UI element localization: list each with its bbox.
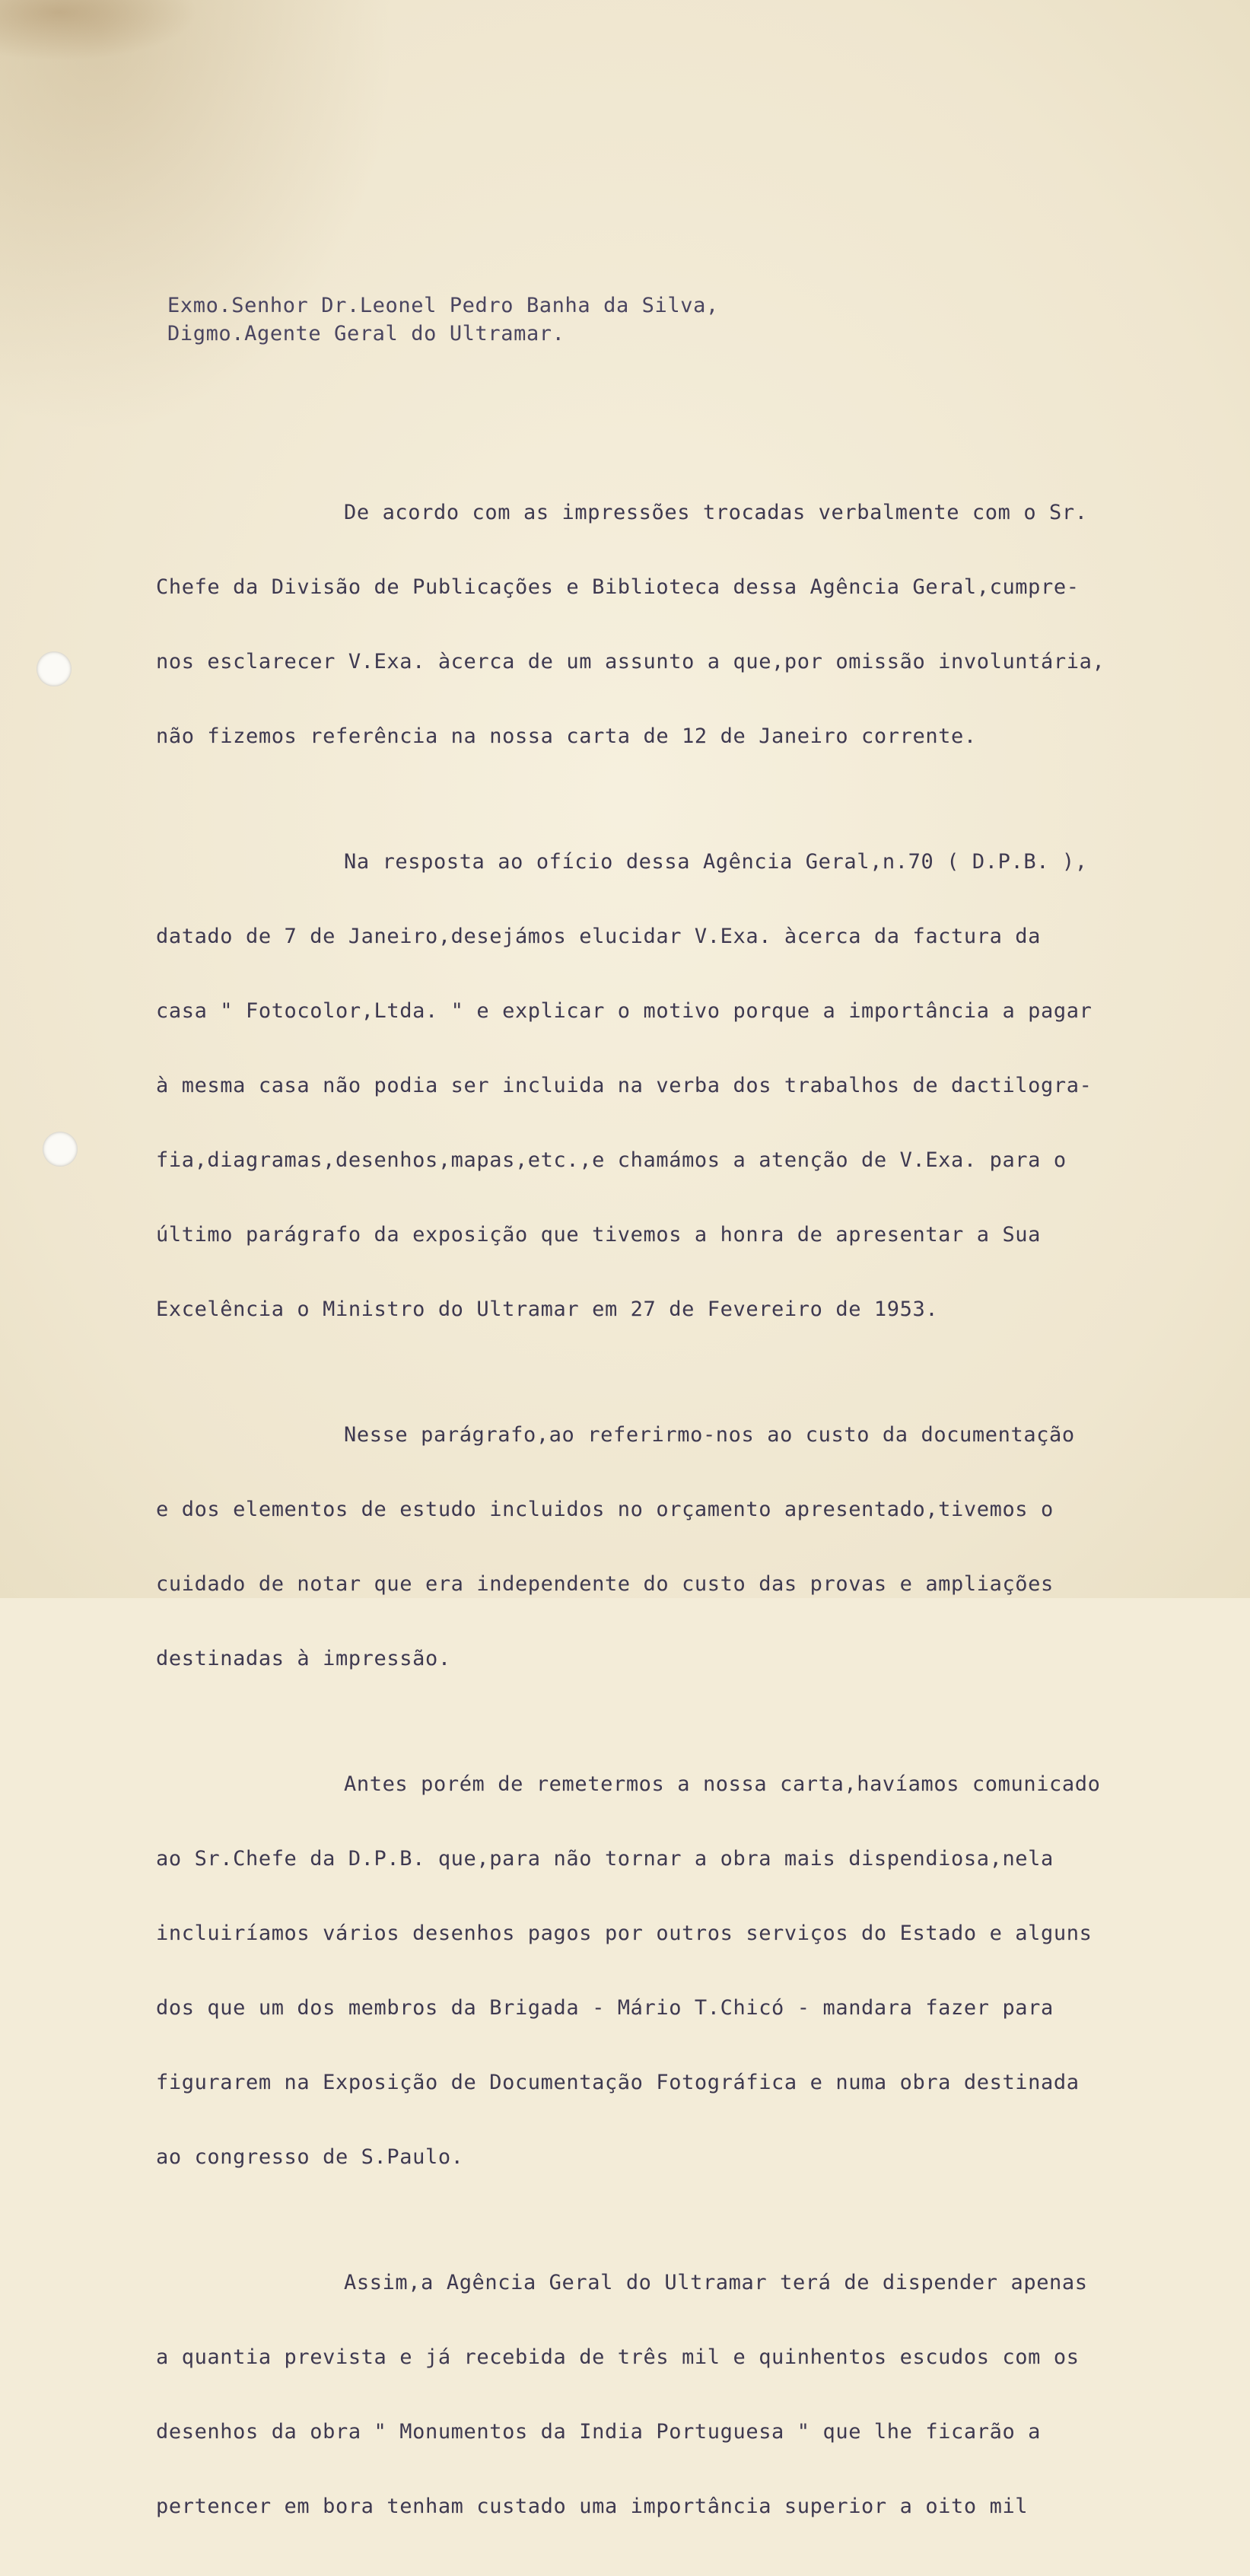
text-line: Excelência o Ministro do Ultramar em 27 de Fevereiro de 1953. bbox=[156, 1298, 939, 1321]
paragraph-2 bbox=[156, 806, 1107, 1365]
text-line: Na resposta ao ofício dessa Agência Geral,n.70 ( D.P.B. ), bbox=[344, 850, 1088, 874]
salutation bbox=[167, 291, 1156, 348]
text-line: Chefe da Divisão de Publicações e Biblioteca dessa Agência Geral,cumpre- bbox=[156, 575, 1080, 599]
text-line: incluiríamos vários desenhos pagos por outros serviços do Estado e alguns bbox=[156, 1922, 1093, 1945]
salutation-line: Digmo.Agente Geral do Ultramar. bbox=[167, 322, 565, 345]
text-line: Nesse parágrafo,ao referirmo-nos ao custo da documentação bbox=[344, 1423, 1075, 1447]
text-line: datado de 7 de Janeiro,desejámos elucidar V.Exa. àcerca da factura da bbox=[156, 925, 1042, 948]
text-line: desenhos da obra " Monumentos da India Portuguesa " que lhe ficarão a bbox=[156, 2420, 1042, 2444]
text-line: não fizemos referência na nossa carta de 12 de Janeiro corrente. bbox=[156, 724, 977, 748]
paragraph-1 bbox=[156, 457, 1107, 792]
text-line: ao congresso de S.Paulo. bbox=[156, 2145, 464, 2169]
text-line: pertencer em bora tenham custado uma importância superior a oito mil bbox=[156, 2495, 1029, 2518]
text-line: ao Sr.Chefe da D.P.B. que,para não tornar a obra mais dispendiosa,nela bbox=[156, 1847, 1054, 1871]
text-line: casa " Fotocolor,Ltda. " e explicar o motivo porque a importância a pagar bbox=[156, 999, 1093, 1023]
salutation-line: Exmo.Senhor Dr.Leonel Pedro Banha da Silva, bbox=[167, 294, 719, 317]
text-line: a quantia prevista e já recebida de três mil e quinhentos escudos com os bbox=[156, 2345, 1080, 2369]
paragraph-4 bbox=[156, 1728, 1107, 2213]
text-line: nos esclarecer V.Exa. àcerca de um assunto a que,por omissão involuntária, bbox=[156, 650, 1105, 673]
text-line: Assim,a Agência Geral do Ultramar terá de dispender apenas bbox=[344, 2271, 1088, 2294]
letter-body bbox=[156, 457, 1107, 2576]
text-line: fia,diagramas,desenhos,mapas,etc.,e chamámos a atenção de V.Exa. para o bbox=[156, 1148, 1067, 1172]
paper-stain bbox=[0, 0, 198, 61]
text-line: à mesma casa não podia ser incluida na verba dos trabalhos de dactilogra- bbox=[156, 1074, 1093, 1097]
text-line: figurarem na Exposição de Documentação Fotográfica e numa obra destinada bbox=[156, 2071, 1080, 2094]
text-line: Antes porém de remetermos a nossa carta,havíamos comunicado bbox=[344, 1772, 1101, 1796]
text-line: e dos elementos de estudo incluidos no orçamento apresentado,tivemos o bbox=[156, 1498, 1054, 1521]
text-line: destinadas à impressão. bbox=[156, 1647, 451, 1670]
paragraph-5 bbox=[156, 2227, 1107, 2562]
paragraph-3 bbox=[156, 1379, 1107, 1715]
text-line: dos que um dos membros da Brigada - Mário T.Chicó - mandara fazer para bbox=[156, 1996, 1054, 2020]
punch-hole-bottom bbox=[43, 1132, 78, 1167]
text-line: De acordo com as impressões trocadas verbalmente com o Sr. bbox=[344, 501, 1088, 524]
punch-hole-top bbox=[37, 651, 72, 686]
text-line: cuidado de notar que era independente do custo das provas e ampliações bbox=[156, 1572, 1054, 1596]
text-line: último parágrafo da exposição que tivemos a honra de apresentar a Sua bbox=[156, 1223, 1042, 1247]
